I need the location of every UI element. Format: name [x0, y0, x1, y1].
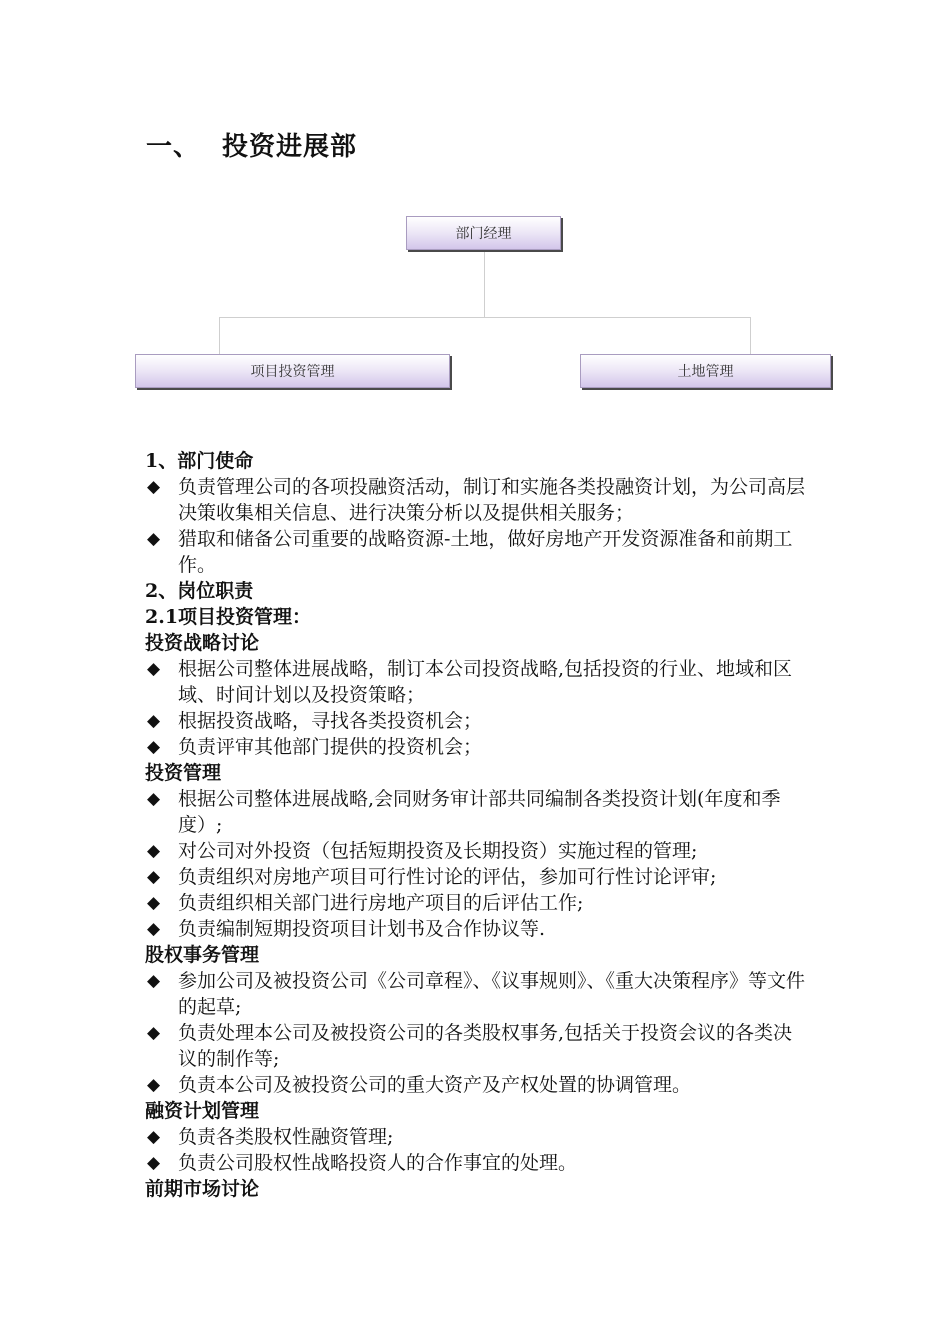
- diamond-bullet-icon: ◆: [147, 737, 161, 757]
- bullet-item: [145, 838, 845, 864]
- org-node-department-manager: 部门经理: [406, 216, 561, 250]
- diamond-bullet-icon: ◆: [147, 893, 161, 913]
- bullet-text: 负责组织对房地产项目可行性讨论的评估，参加可行性讨论评审;: [178, 866, 717, 888]
- diamond-bullet-icon: ◆: [147, 1153, 161, 1173]
- title-text: 投资进展部: [222, 132, 358, 162]
- bullet-text: 负责编制短期投资项目计划书及合作协议等.: [178, 918, 546, 940]
- connector-horizontal: [219, 317, 750, 318]
- diamond-bullet-icon: ◆: [147, 971, 161, 991]
- diamond-bullet-icon: ◆: [147, 789, 161, 809]
- section-heading: 2.1项目投资管理：: [145, 606, 312, 628]
- diamond-bullet-icon: ◆: [147, 659, 161, 679]
- bullet-text: 猎取和储备公司重要的战略资源-土地，做好房地产开发资源准备和前期工作。: [178, 528, 793, 576]
- bullet-item: [145, 968, 845, 1020]
- bullet-item: [145, 1150, 845, 1176]
- bullet-text: 负责评审其他部门提供的投资机会；: [178, 736, 483, 758]
- bullet-text: 负责处理本公司及被投资公司的各类股权事务,包括关于投资会议的各类决议的制作等;: [178, 1022, 793, 1070]
- bullet-item: [145, 890, 845, 916]
- diamond-bullet-icon: ◆: [147, 529, 161, 549]
- bullet-item: [145, 734, 845, 760]
- bullet-item: [145, 786, 845, 838]
- diamond-bullet-icon: ◆: [147, 841, 161, 861]
- bullet-text: 负责组织相关部门进行房地产项目的后评估工作;: [178, 892, 584, 914]
- section-heading: 1、部门使命: [145, 450, 254, 472]
- section-heading: 股权事务管理: [145, 944, 260, 966]
- section-heading: 投资战略讨论: [145, 632, 260, 654]
- title-number: 一、: [146, 132, 201, 162]
- org-node-land-management: 土地管理: [580, 354, 831, 388]
- bullet-item: [145, 864, 845, 890]
- bullet-text: 根据公司整体进展战略，制订本公司投资战略,包括投资的行业、地域和区域、时间计划以及投资策略；: [178, 658, 793, 706]
- org-chart: [0, 0, 950, 420]
- bullet-text: 根据公司整体进展战略,会同财务审计部共同编制各类投资计划(年度和季度）;: [178, 788, 781, 836]
- bullet-item: [145, 708, 845, 734]
- org-node-project-investment: 项目投资管理: [135, 354, 450, 388]
- connector-root-down: [484, 250, 485, 318]
- bullet-text: 负责各类股权性融资管理;: [178, 1126, 394, 1148]
- bullet-item: [145, 1124, 845, 1150]
- diamond-bullet-icon: ◆: [147, 919, 161, 939]
- section-heading: 前期市场讨论: [145, 1178, 260, 1200]
- connector-right-down: [750, 317, 751, 355]
- bullet-item: [145, 526, 845, 578]
- document-body: [145, 448, 845, 1202]
- diamond-bullet-icon: ◆: [147, 711, 161, 731]
- bullet-text: 负责管理公司的各项投融资活动，制订和实施各类投融资计划，为公司高层决策收集相关信息、进行决策分析以及提供相关服务；: [178, 476, 806, 524]
- diamond-bullet-icon: ◆: [147, 1075, 161, 1095]
- bullet-item: [145, 1072, 845, 1098]
- diamond-bullet-icon: ◆: [147, 867, 161, 887]
- section-heading: 2、岗位职责: [145, 580, 254, 602]
- bullet-item: [145, 1020, 845, 1072]
- bullet-text: 参加公司及被投资公司《公司章程》、《议事规则》、《重大决策程序》等文件的起草;: [178, 970, 806, 1018]
- diamond-bullet-icon: ◆: [147, 1023, 161, 1043]
- bullet-text: 负责公司股权性战略投资人的合作事宜的处理。: [178, 1152, 578, 1174]
- bullet-text: 对公司对外投资（包括短期投资及长期投资）实施过程的管理;: [178, 840, 698, 862]
- section-heading: 融资计划管理: [145, 1100, 260, 1122]
- diamond-bullet-icon: ◆: [147, 477, 161, 497]
- bullet-item: [145, 656, 845, 708]
- section-heading: 投资管理: [145, 762, 222, 784]
- bullet-text: 负责本公司及被投资公司的重大资产及产权处置的协调管理。: [178, 1074, 692, 1096]
- diamond-bullet-icon: ◆: [147, 1127, 161, 1147]
- bullet-item: [145, 916, 845, 942]
- bullet-item: [145, 474, 845, 526]
- connector-left-down: [219, 317, 220, 355]
- bullet-text: 根据投资战略，寻找各类投资机会；: [178, 710, 483, 732]
